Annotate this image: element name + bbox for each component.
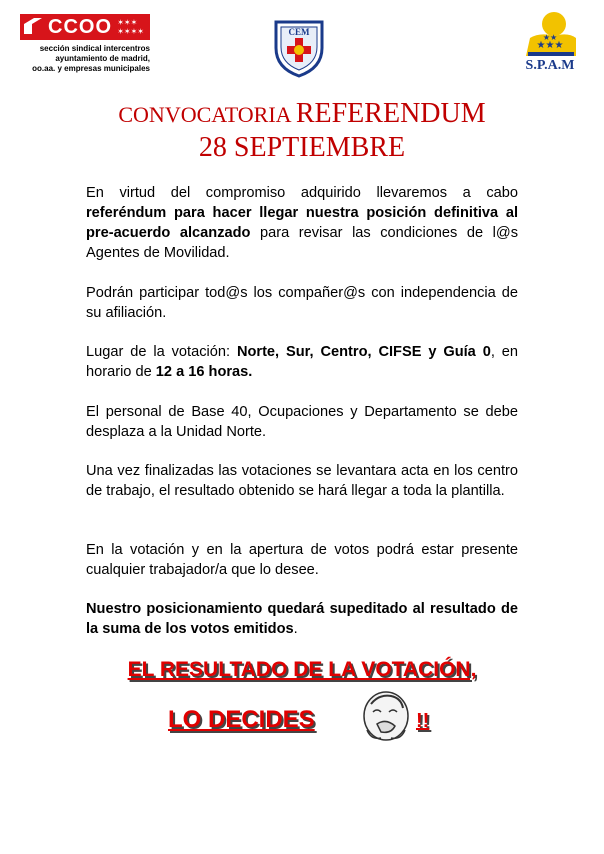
p6-text: En la votación y en la apertura de votos podrá estar presente cualquier trabajador/a que lo desee. (86, 542, 518, 578)
p3-hours: 12 a 16 horas. (155, 364, 253, 380)
paragraph-7 (86, 599, 518, 639)
p5-text: Una vez finalizadas las votaciones se levantara acta en los centro de trabajo, el resultado obtenido se hará llegar a toda la plantilla. (86, 463, 518, 499)
paragraph-2 (86, 283, 518, 323)
closing-decides-heading: LO DECIDES (168, 706, 315, 733)
ccoo-bar (20, 14, 150, 40)
ccoo-logo (20, 14, 150, 74)
spam-emblem-icon (520, 8, 580, 60)
paragraph-6 (86, 540, 518, 580)
paragraph-5 (86, 461, 518, 501)
ccoo-line-3: oo.aa. y empresas municipales (32, 64, 150, 73)
p3-text-a: Lugar de la votación: (86, 344, 237, 360)
p2-text: Podrán participar tod@s los compañer@s con independencia de su afiliación. (86, 285, 518, 321)
p4-text: El personal de Base 40, Ocupaciones y Departamento se debe desplaza a la Unidad Norte. (86, 404, 518, 440)
cem-shield-logo (268, 16, 330, 78)
svg-text:★★: ★★ (542, 33, 558, 42)
thinker-icon (357, 686, 415, 744)
p1-text-bold: referéndum para hacer llegar nuestra posición definitiva al pre-acuerdo alcanzado (86, 205, 518, 241)
closing-result-heading: EL RESULTADO DE LA VOTACIÓN, (127, 658, 477, 681)
p7-period: . (293, 621, 298, 637)
p3-locations: Norte, Sur, Centro, CIFSE y Guía 0 (236, 344, 491, 360)
ccoo-wordmark: CCOO (48, 15, 112, 38)
p3-text-c: , en horario de (86, 344, 519, 380)
p1-text-a: En virtud del compromiso adquirido llevaremos a cabo (86, 185, 518, 201)
paragraph-3 (86, 342, 518, 382)
paragraph-4 (86, 402, 518, 442)
title-date: 28 SEPTIEMBRE (198, 132, 406, 163)
spam-logo (520, 8, 580, 78)
title-convocatoria: CONVOCATORIA (118, 102, 296, 127)
paragraph-1 (86, 183, 518, 263)
cem-text: CEM (288, 27, 310, 37)
spam-text: S.P.A.M (525, 58, 575, 73)
closing-exclamation: !! (416, 710, 430, 732)
ccoo-line-2: ayuntamiento de madrid, (55, 54, 150, 63)
p1-text-c: para revisar las condiciones de l@s Agentes de Movilidad. (86, 225, 518, 261)
svg-text:★★★: ★★★ (536, 40, 564, 51)
ccoo-line-1: sección sindical intercentros (39, 44, 150, 53)
madrid-stars-icon: ✶✶✶ ✶✶✶✶ (117, 18, 144, 36)
p7-text: Nuestro posicionamiento quedará supeditado al resultado de la suma de los votos emitidos (86, 601, 518, 637)
ccoo-mark-icon (20, 14, 46, 40)
title-referendum: REFERENDUM (295, 98, 486, 129)
title-line-1 (0, 98, 604, 130)
